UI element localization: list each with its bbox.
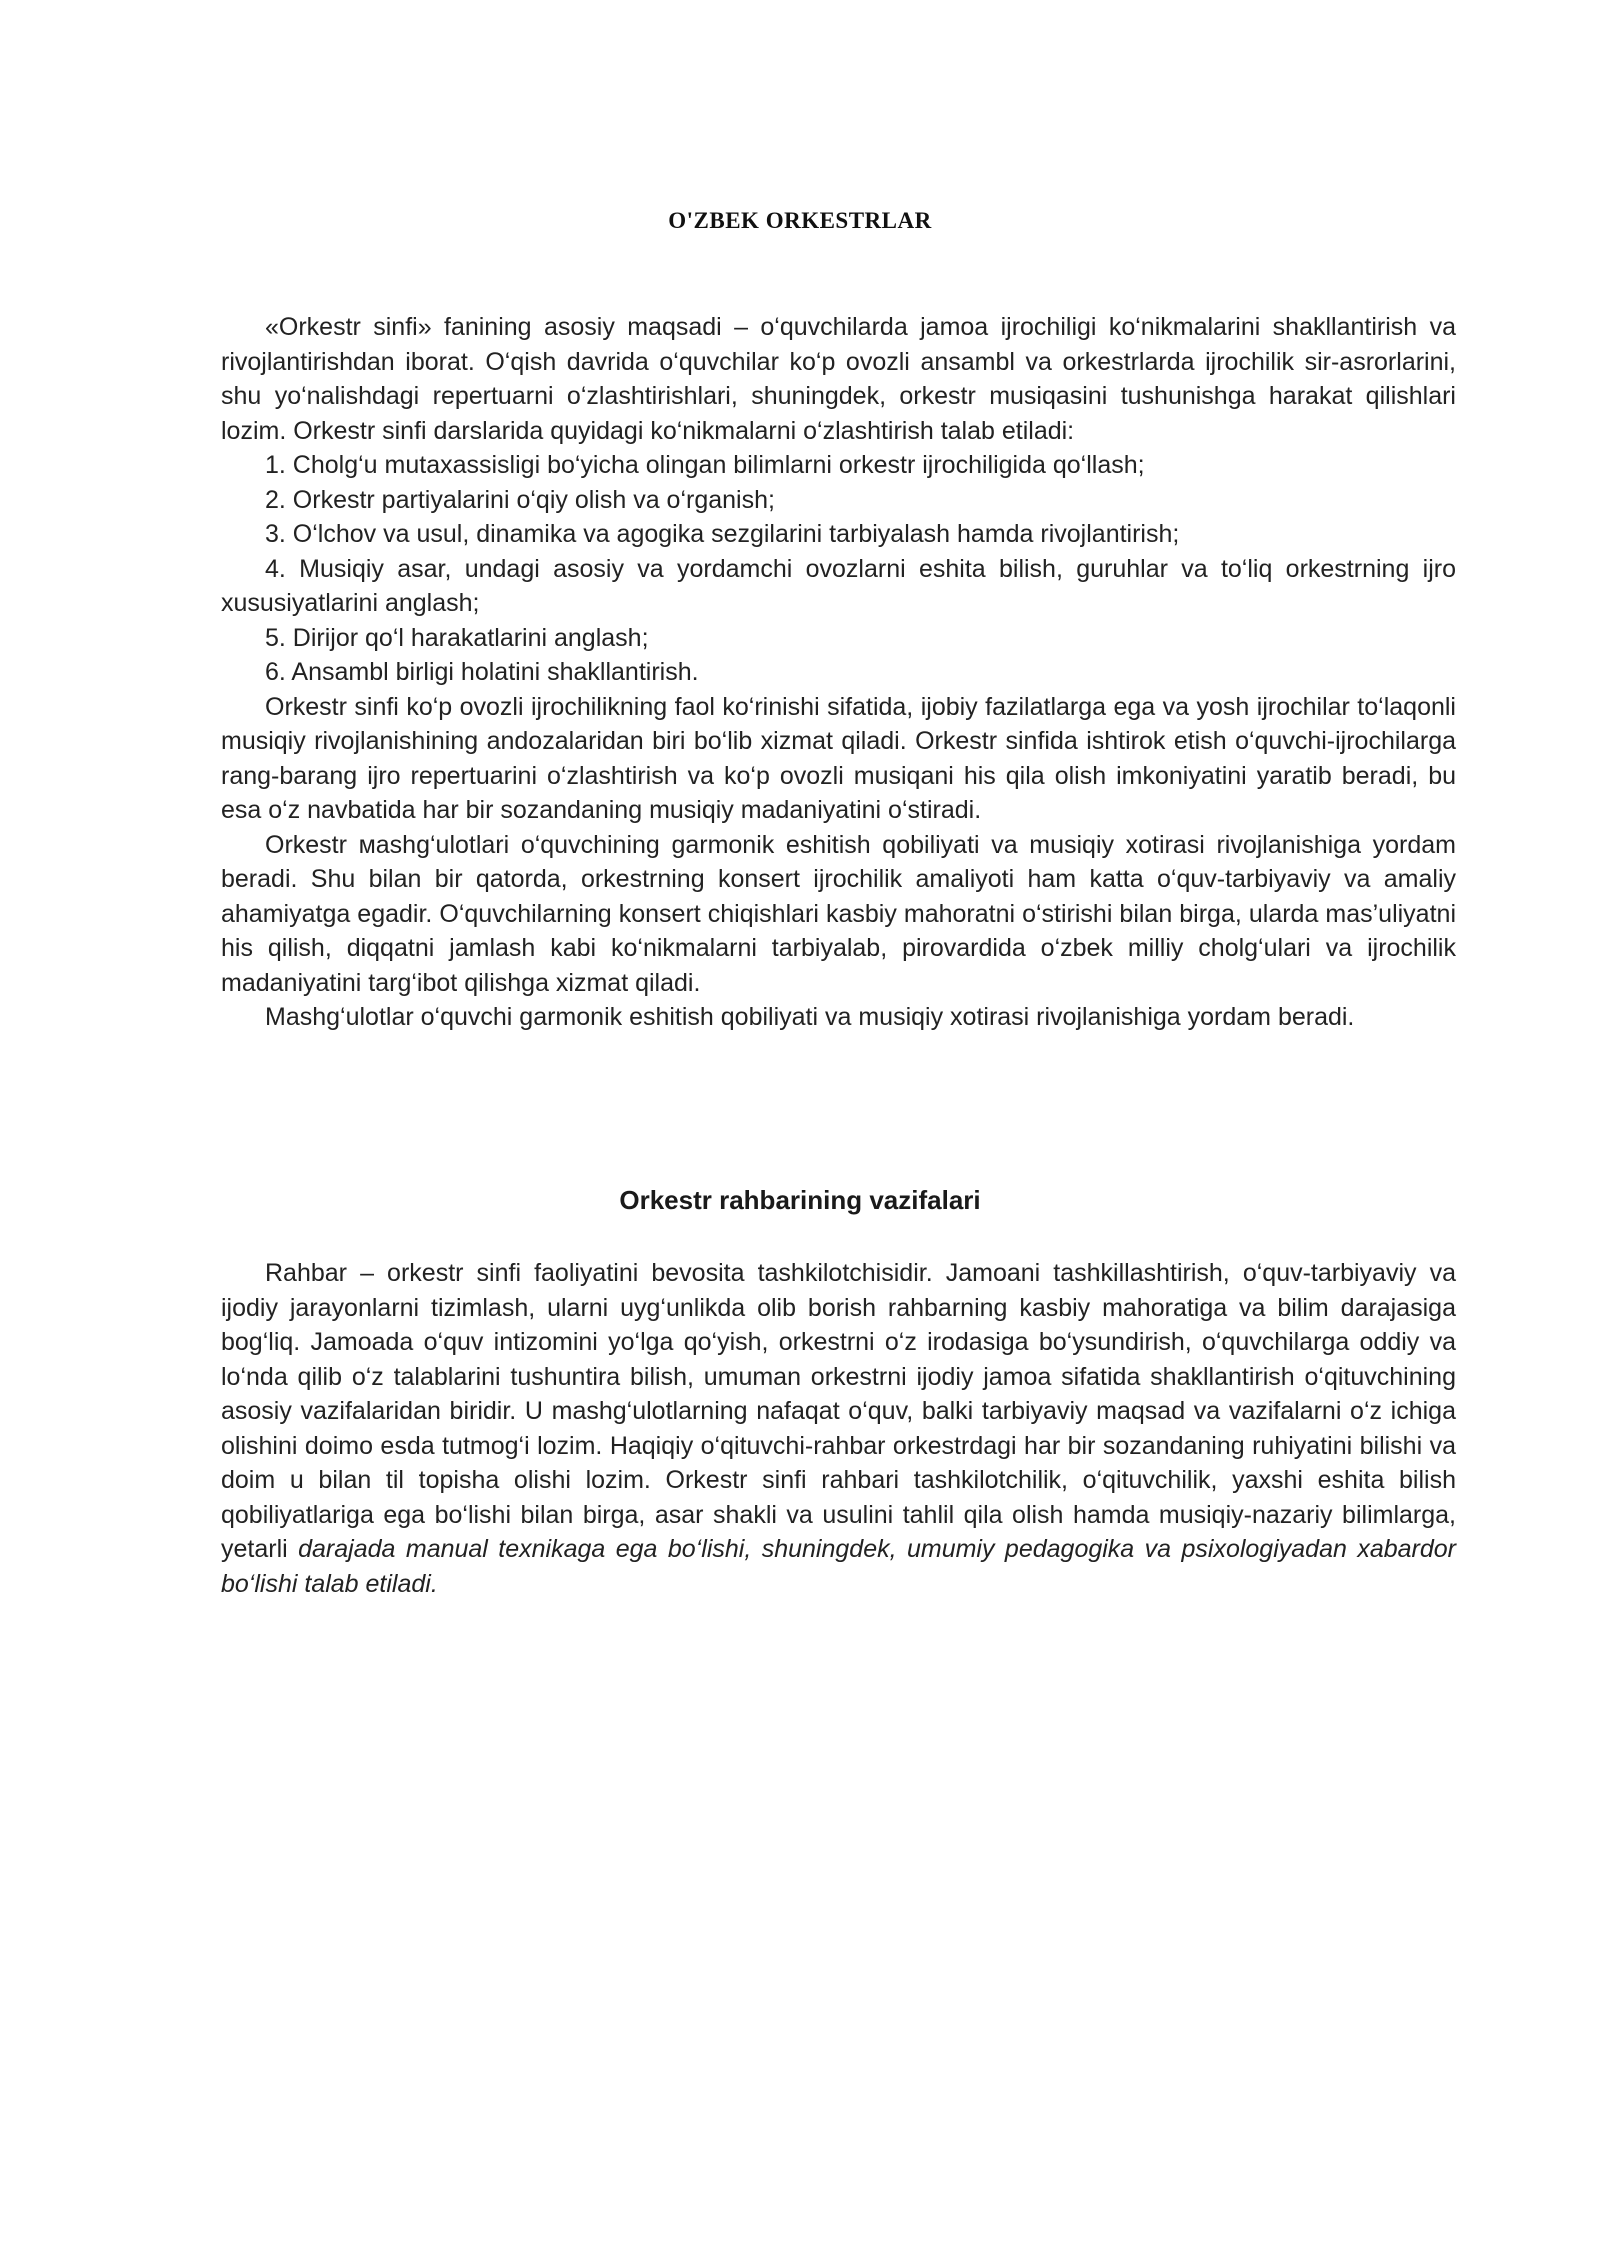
section-paragraph-main: Rahbar – orkestr sinfi faoliyatini bevosita tashkilotchisidir. Jamoani tashkillashtirish, o‘quv-tarbiyaviy va ijodiy jarayonlarni tizimlash, ularni uyg‘unlikda olib borish rahbarning kasbiy mahoratiga va bilim darajasiga bog‘liq. Jamoada o‘quv intizomini yo‘lga qo‘yish, orkestrni o‘z irodasiga bo‘ysundirish, o‘quvchilarga oddiy va lo‘nda qilib o‘z talablarini tushuntira bilish, umuman orkestrni ijodiy jamoa sifatida shakllantirish o‘qituvchining asosiy vazifalaridan biridir. U mashg‘ulotlarning nafaqat o‘quv, balki tarbiyaviy maqsad va vazifalarni o‘z ichiga olishini doimo esda tutmog‘i lozim. Haqiqiy o‘qituvchi-rahbar orkestrdagi har bir sozandaning ruhiyatini bilishi va doim u bilan til topisha olishi lozim. Orkestr sinfi rahbari tashkilotchilik, o‘qituvchilik, yaxshi eshita bilish qobiliyatlariga ega bo‘lishi bilan birga, asar shakli va usulini tahlil qila olish hamda musiqiy-nazariy bilimlarga, yetarli	[221, 1259, 1456, 1563]
body-paragraph-2: Orkestr мashg‘ulotlari o‘quvchining garmonik eshitish qobiliyati va musiqiy xotirasi rivojlanishiga yordam beradi. Shu bilan bir qatorda, orkestrning konsert ijrochilik amaliyoti ham katta o‘quv-tarbiyaviy va amaliy ahamiyatga egadir. O‘quvchilarning konsert chiqishlari kasbiy mahoratni o‘stirishi bilan birga, ularda mas’uliyatni his qilish, diqqatni jamlash kabi ko‘nikmalarni tarbiyalab, pirovardida o‘zbek milliy cholg‘ulari va ijrochilik madaniyatini targ‘ibot qilishga xizmat qiladi.	[221, 830, 1456, 997]
body-paragraph-1: Orkestr sinfi ko‘p ovozli ijrochilikning faol ko‘rinishi sifatida, ijobiy fazilatlarga ega va yosh ijrochilar to‘laqonli musiqiy rivojlanishining andozalaridan biri bo‘lib xizmat qiladi. Orkestr sinfida ishtirok etish o‘quvchi-ijrochilarga rang-barang ijro repertuarini o‘zlashtirish va ko‘p ovozli musiqani his qila olish imkoniyatini yaratib beradi, bu esa o‘z navbatida har bir sozandaning musiqiy madaniyatini o‘stiradi.	[221, 692, 1456, 824]
section-paragraph	[221, 1256, 1456, 1601]
section-paragraph-italic: darajada manual texnikaga ega bo‘lishi, shuningdek, umumiy pedagogika va psixologiyadan xabardor bo‘lishi talab etiladi.	[221, 1535, 1456, 1598]
list-item-1: 1. Cholg‘u mutaxassisligi bo‘yicha olingan bilimlarni orkestr ijrochiligida qo‘llash;	[265, 451, 1145, 479]
list-item-4: 4. Musiqiy asar, undagi asosiy va yordamchi ovozlarni eshita bilish, guruhlar va to‘liq orkestrning ijro xususiyatlarini anglash;	[221, 554, 1456, 617]
list-item-5: 5. Dirijor qo‘l harakatlarini anglash;	[265, 623, 649, 652]
intro-section	[221, 310, 1456, 1035]
list-item-3: 3. O‘lchov va usul, dinamika va agogika sezgilarini tarbiyalash hamda rivojlantirish;	[265, 520, 1180, 548]
list-item-6: 6. Ansambl birligi holatini shakllantirish.	[265, 658, 699, 686]
section-body	[221, 1256, 1456, 1601]
section-heading: Orkestr rahbarining vazifalari	[619, 1185, 981, 1215]
page-title: O'ZBEK ORKESTRLAR	[668, 208, 932, 233]
list-item-2: 2. Orkestr partiyalarini o‘qiy olish va o‘rganish;	[265, 485, 775, 514]
intro-paragraph: «Orkestr sinfi» fanining asosiy maqsadi – o‘quvchilarda jamoa ijrochiligi ko‘nikmalarini shakllantirish va rivojlantirishdan iborat. O‘qish davrida o‘quvchilar ko‘p ovozli ansambl va orkestrlarda ijrochilik sir-asrorlarini, shu yo‘nalishdagi repertuarni o‘zlashtirishlari, shuningdek, orkestr musiqasini tushunishga harakat qilishlari lozim. Orkestr sinfi darslarida quyidagi ko‘nikmalarni o‘zlashtirish talab etiladi:	[221, 313, 1456, 445]
body-paragraph-3: Mashg‘ulotlar o‘quvchi garmonik eshitish qobiliyati va musiqiy xotirasi rivojlanishiga yordam beradi.	[265, 1003, 1355, 1031]
